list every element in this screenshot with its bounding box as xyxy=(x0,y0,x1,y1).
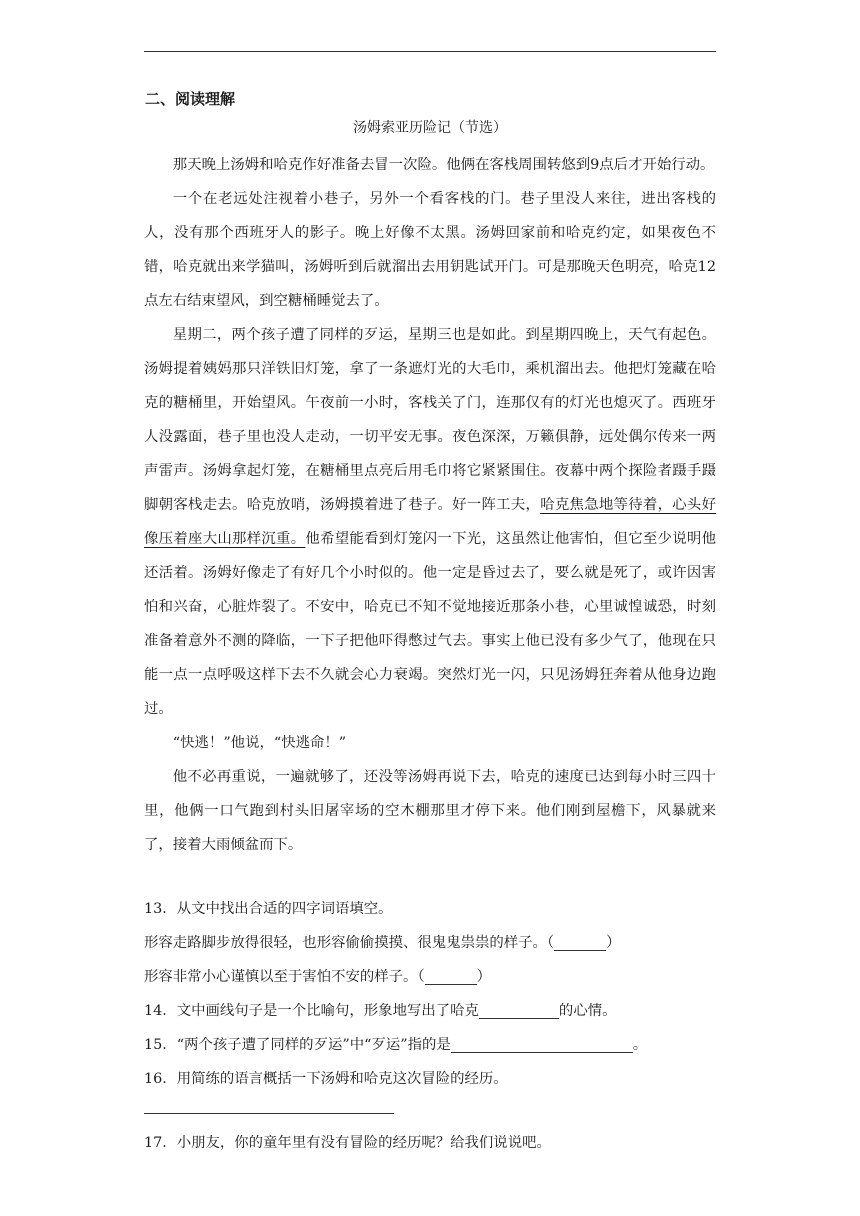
paragraph-5: 他不必再重说，一遍就够了，还没等汤姆再说下去，哈克的速度已达到每小时三四十里，他俩一口气跑到村头旧屠宰场的空木棚那里才停下来。他们刚到屋檐下，风暴就来了，接着大雨倾盆而下。 xyxy=(144,769,716,853)
question-14-text: 14．文中画线句子是一个比喻句，形象地写出了哈克 xyxy=(144,1003,479,1019)
question-16: 16．用简练的语言概括一下汤姆和哈克这次冒险的经历。 xyxy=(144,1071,508,1087)
question-15-text: 15．“两个孩子遭了同样的歹运”中“歹运”指的是 xyxy=(144,1037,451,1053)
closing-paren: ） xyxy=(606,935,621,951)
paragraph-3-part-1: 星期二，两个孩子遭了同样的歹运，星期三也是如此。到星期四晚上，天气有起色。汤姆提着姨妈那只洋铁旧灯笼，拿了一条遮灯光的大毛巾，乘机溜出去。他把灯笼藏在哈克的糖桶里，开始望风。午夜前一小时，客栈关了门，连那仅有的灯光也熄灭了。西班牙人没露面，巷子里也没人走动，一切平安无事。夜色深深，万籁俱静，远处偶尔传来一两声雷声。汤姆拿起灯笼，在糖桶里点亮后用毛巾将它紧紧围住。夜幕中两个探险者蹑手蹑脚朝客栈走去。哈克放哨，汤姆摸着进了巷子。好一阵工夫， xyxy=(144,327,716,513)
paragraph-4: “快逃！”他说，“快逃命！” xyxy=(172,735,347,751)
paragraph-2: 一个在老远处注视着小巷子，另外一个看客栈的门。巷子里没人来往，进出客栈的人，没有那个西班牙人的影子。晚上好像不太黑。汤姆回家前和哈克约定，如果夜色不错，哈克就出来学猫叫，汤姆听到后就溜出去用钥匙试开门。可是那晚天色明亮，哈克12点左右结束望风，到空糖桶睡觉去了。 xyxy=(144,191,716,309)
passage-title: 汤姆索亚历险记（节选） xyxy=(353,120,507,136)
header-rule xyxy=(144,51,716,52)
question-13-item-1 xyxy=(144,926,716,960)
closing-paren: ） xyxy=(476,969,492,985)
question-13-stem: 13．从文中找出合适的四字词语填空。 xyxy=(144,901,393,917)
section-title: 二、阅读理解 xyxy=(145,90,236,108)
question-15-tail: 。 xyxy=(632,1037,648,1053)
answer-blank[interactable] xyxy=(425,966,477,985)
paragraph-3 xyxy=(144,318,716,726)
question-14-tail: 的心情。 xyxy=(558,1003,617,1019)
question-15 xyxy=(144,1028,716,1062)
question-13-item-2-text: 形容非常小心谨慎以至于害怕不安的样子。（ xyxy=(144,969,425,985)
paragraph-3-part-2: 他希望能看到灯笼闪一下光，这虽然让他害怕，但它至少说明他还活着。汤姆好像走了有好几个小时似的。他一定是昏过去了，要么就是死了，或许因害怕和兴奋，心脏炸裂了。不安中，哈克已不知不觉地接近那条小巷，心里诚惶诚恐，时刻准备着意外不测的降临，一下子把他吓得憋过气去。事实上他已没有多少气了，他现在只能一点一点呼吸这样下去不久就会心力衰竭。突然灯光一闪，只见汤姆狂奔着从他身边跑过。 xyxy=(144,531,716,717)
answer-line[interactable] xyxy=(144,1113,394,1114)
question-list xyxy=(144,892,716,1096)
paragraph-1: 那天晚上汤姆和哈克作好准备去冒一次险。他俩在客栈周围转悠到9点后才开始行动。 xyxy=(172,157,715,173)
reading-passage xyxy=(144,148,716,862)
answer-blank[interactable] xyxy=(479,1000,559,1019)
underlined-sentence: 哈克焦急地等待着，心头好像压着座大山那样沉重。 xyxy=(144,497,716,547)
answer-blank[interactable] xyxy=(554,932,606,951)
question-14 xyxy=(144,994,716,1028)
answer-blank[interactable] xyxy=(451,1034,633,1053)
question-13-item-1-text: 形容走路脚步放得很轻，也形容偷偷摸摸、很鬼鬼祟祟的样子。（ xyxy=(144,935,555,951)
question-17: 17．小朋友，你的童年里有没有冒险的经历呢？给我们说说吧。 xyxy=(144,1135,551,1151)
question-13-item-2 xyxy=(144,960,716,994)
